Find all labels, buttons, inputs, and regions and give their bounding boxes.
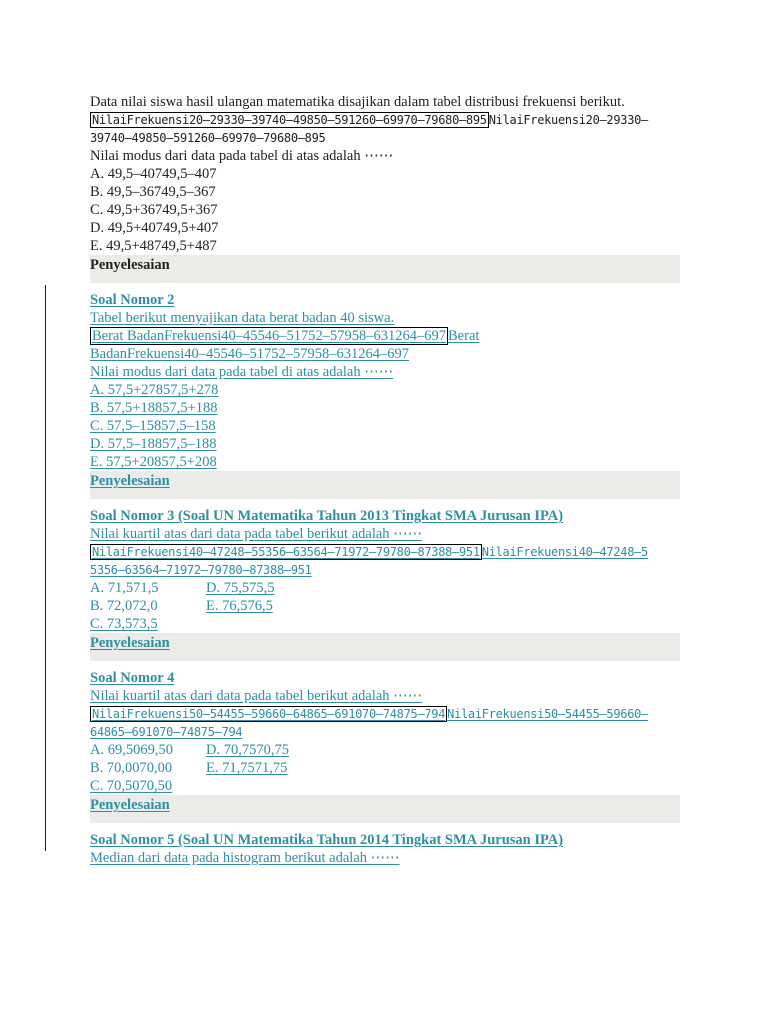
q3-table-cont[interactable]: NilaiFrekuensi40–47248–5 (481, 545, 648, 559)
q1-intro: Data nilai siswa hasil ulangan matematika disajikan dalam tabel distribusi frekuensi berikut. (90, 94, 625, 110)
q2-table-boxed[interactable]: Berat BadanFrekuensi40–45546–51752–57958–631264–697 (92, 328, 447, 344)
question-2 (90, 291, 680, 499)
q4-table-boxed[interactable]: NilaiFrekuensi50–54455–59660–64865–691070–74875–794 (92, 707, 446, 721)
q1-option-a: A. 49,5–40749,5–407 (90, 166, 217, 182)
q4-option-c[interactable]: C. 70,5070,50 (90, 778, 173, 794)
q4-table-cont2[interactable]: 64865–691070–74875–794 (90, 725, 243, 739)
q4-table-line[interactable] (90, 705, 680, 723)
q3-option-a[interactable]: A. 71,571,5 (90, 580, 159, 596)
q2-option-e[interactable]: E. 57,5+20857,5+208 (90, 454, 217, 470)
q4-solution-toggle[interactable]: Penyelesaian (90, 795, 680, 823)
q1-table-line (90, 111, 680, 129)
q3-option-e[interactable]: E. 76,576,5 (206, 598, 273, 614)
q1-question: Nilai modus dari data pada tabel di atas adalah ⋯⋯ (90, 148, 394, 164)
q4-option-d[interactable]: D. 70,7570,75 (206, 742, 289, 758)
margin-rule (45, 285, 46, 851)
q3-table-line[interactable] (90, 543, 680, 561)
q3-option-d[interactable]: D. 75,575,5 (206, 580, 275, 596)
q2-table-cont2[interactable]: BadanFrekuensi40–45546–51752–57958–631264–697 (90, 346, 409, 362)
q3-options-row-1[interactable] (90, 579, 680, 597)
q4-option-b[interactable]: B. 70,0070,00 (90, 760, 173, 776)
q1-option-d: D. 49,5+40749,5+407 (90, 220, 219, 236)
q3-solution-toggle[interactable]: Penyelesaian (90, 633, 680, 661)
q4-table-cont[interactable]: NilaiFrekuensi50–54455–59660– (447, 707, 648, 721)
q3-intro[interactable]: Nilai kuartil atas dari data pada tabel berikut adalah ⋯⋯ (90, 526, 423, 542)
q3-option-b[interactable]: B. 72,072,0 (90, 598, 158, 614)
q1-option-e: E. 49,5+48749,5+487 (90, 238, 217, 254)
q2-intro[interactable]: Tabel berikut menyajikan data berat badan 40 siswa. (90, 310, 395, 326)
q2-option-a[interactable]: A. 57,5+27857,5+278 (90, 382, 219, 398)
q1-option-b: B. 49,5–36749,5–367 (90, 184, 216, 200)
q2-option-b[interactable]: B. 57,5+18857,5+188 (90, 400, 218, 416)
q4-option-e[interactable]: E. 71,7571,75 (206, 760, 288, 776)
q3-table-cont2[interactable]: 5356–63564–71972–79780–87388–951 (90, 563, 312, 577)
question-5 (90, 831, 680, 867)
document-body (90, 93, 680, 867)
question-3 (90, 507, 680, 661)
q2-option-d[interactable]: D. 57,5–18857,5–188 (90, 436, 217, 452)
q5-intro[interactable]: Median dari data pada histogram berikut adalah ⋯⋯ (90, 850, 400, 866)
q3-heading[interactable]: Soal Nomor 3 (Soal UN Matematika Tahun 2013 Tingkat SMA Jurusan IPA) (90, 508, 564, 524)
q4-option-a[interactable]: A. 69,5069,50 (90, 742, 173, 758)
q3-option-c[interactable]: C. 73,573,5 (90, 616, 158, 632)
q3-options-row-2[interactable] (90, 597, 680, 615)
q2-heading[interactable]: Soal Nomor 2 (90, 292, 175, 308)
q4-options-row-1[interactable] (90, 741, 680, 759)
q2-table-line[interactable] (90, 327, 680, 345)
question-1 (90, 93, 680, 283)
q1-solution-toggle[interactable]: Penyelesaian (90, 255, 680, 283)
q2-option-c[interactable]: C. 57,5–15857,5–158 (90, 418, 216, 434)
q4-heading[interactable]: Soal Nomor 4 (90, 670, 175, 686)
q5-heading[interactable]: Soal Nomor 5 (Soal UN Matematika Tahun 2014 Tingkat SMA Jurusan IPA) (90, 832, 564, 848)
q1-option-c: C. 49,5+36749,5+367 (90, 202, 218, 218)
q2-question[interactable]: Nilai modus dari data pada tabel di atas adalah ⋯⋯ (90, 364, 394, 380)
q4-intro[interactable]: Nilai kuartil atas dari data pada tabel berikut adalah ⋯⋯ (90, 688, 423, 704)
q3-table-boxed[interactable]: NilaiFrekuensi40–47248–55356–63564–71972–79780–87388–951 (92, 545, 480, 559)
q1-table-cont: NilaiFrekuensi20–29330– (488, 113, 648, 127)
q4-options-row-2[interactable] (90, 759, 680, 777)
question-4 (90, 669, 680, 823)
q1-table-cont2: 39740–49850–591260–69970–79680–895 (90, 131, 326, 145)
q2-solution-toggle[interactable]: Penyelesaian (90, 471, 680, 499)
q2-table-cont[interactable]: Berat (448, 328, 480, 344)
q1-table-boxed: NilaiFrekuensi20–29330–39740–49850–591260–69970–79680–895 (92, 113, 487, 127)
